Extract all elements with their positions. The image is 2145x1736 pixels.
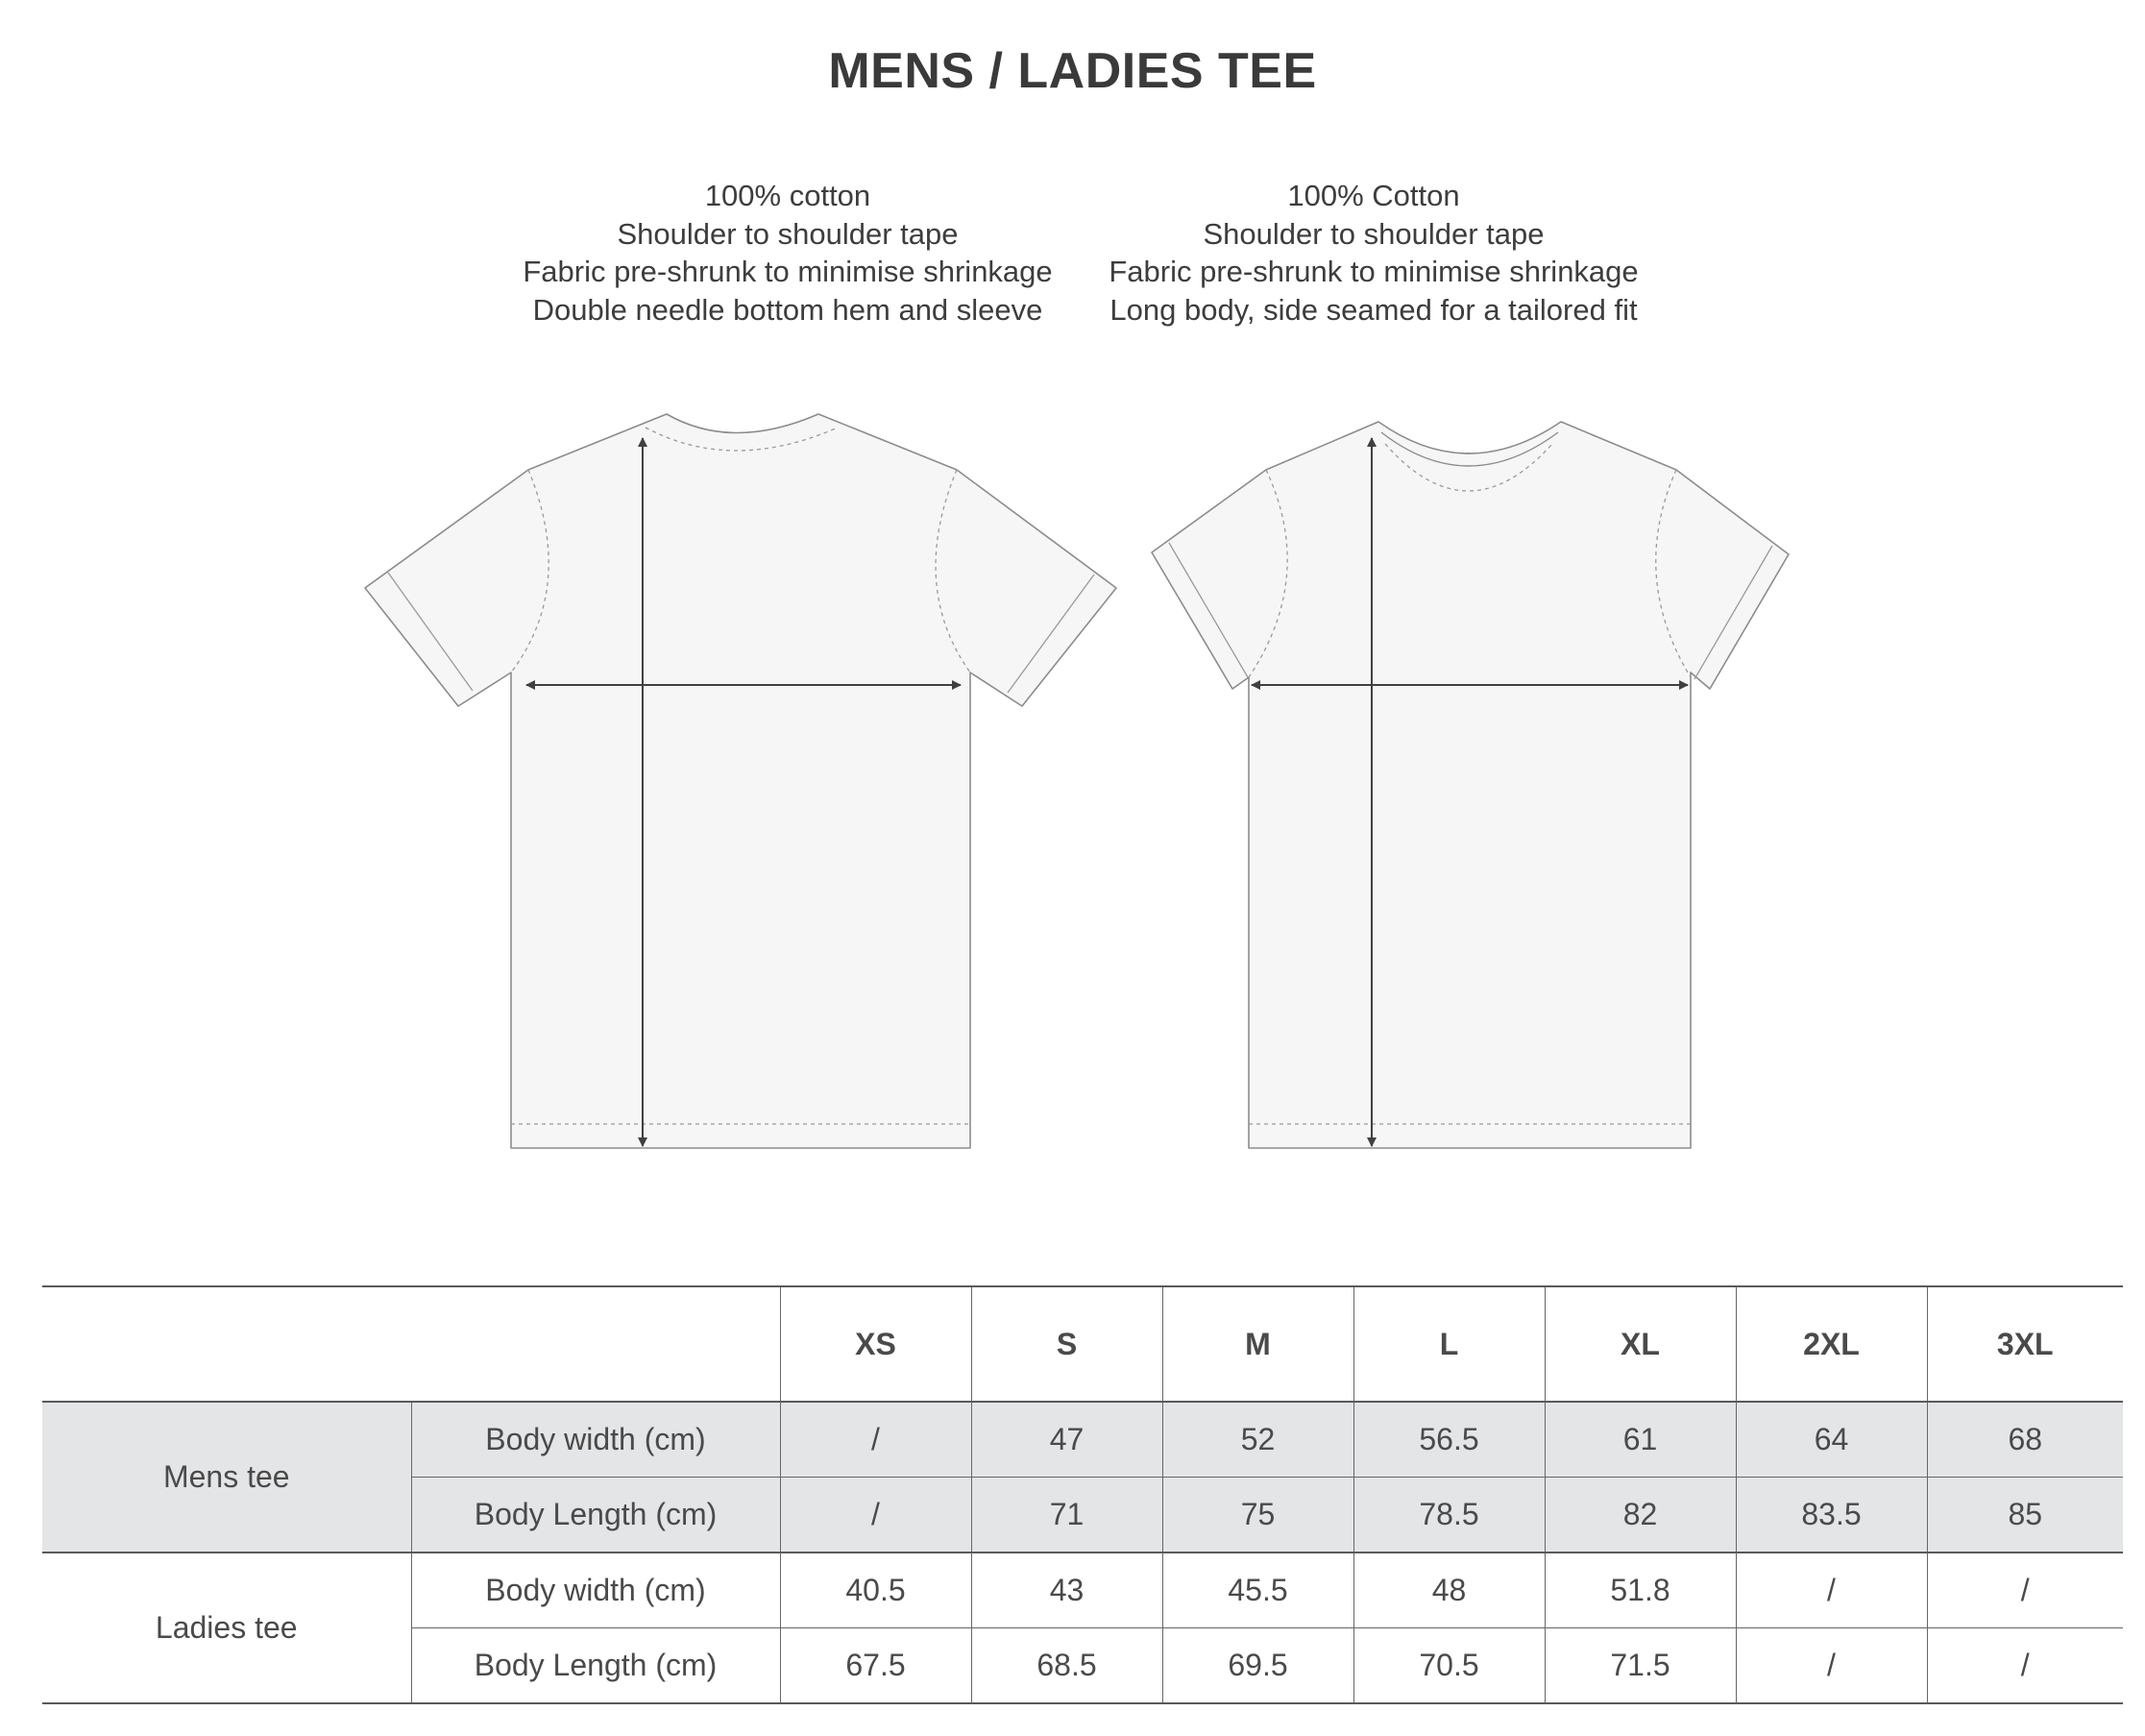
table-cell: 68.5 <box>971 1628 1162 1704</box>
table-cell: / <box>780 1402 971 1478</box>
measurement-label: Body Length (cm) <box>411 1628 780 1704</box>
size-header: XL <box>1545 1286 1736 1402</box>
table-cell: 82 <box>1545 1478 1736 1553</box>
table-cell: 75 <box>1162 1478 1353 1553</box>
table-cell: / <box>1927 1628 2123 1704</box>
table-cell: 48 <box>1353 1553 1545 1628</box>
table-cell: 71 <box>971 1478 1162 1553</box>
table-cell: 52 <box>1162 1402 1353 1478</box>
table-cell: 47 <box>971 1402 1162 1478</box>
size-header: M <box>1162 1286 1353 1402</box>
table-cell: 71.5 <box>1545 1628 1736 1704</box>
size-header: 3XL <box>1927 1286 2123 1402</box>
table-cell: 83.5 <box>1736 1478 1927 1553</box>
measurement-label: Body Length (cm) <box>411 1478 780 1553</box>
table-cell: 69.5 <box>1162 1628 1353 1704</box>
measurement-label: Body width (cm) <box>411 1553 780 1628</box>
group-label: Ladies tee <box>42 1553 411 1703</box>
table-row <box>42 1553 2123 1628</box>
feature-line: Shoulder to shoulder tape <box>617 216 959 251</box>
feature-line: Fabric pre-shrunk to minimise shrinkage <box>1109 255 1639 288</box>
size-header: L <box>1353 1286 1545 1402</box>
table-cell: 45.5 <box>1162 1553 1353 1628</box>
feature-line: Double needle bottom hem and sleeve <box>532 292 1043 327</box>
table-cell: / <box>1927 1553 2123 1628</box>
size-header: XS <box>780 1286 971 1402</box>
table-cell: 68 <box>1927 1402 2123 1478</box>
ladies-tshirt-icon <box>1152 422 1789 1148</box>
feature-line: Shoulder to shoulder tape <box>1203 216 1545 251</box>
table-cell: 85 <box>1927 1478 2123 1553</box>
feature-line: Long body, side seamed for a tailored fit <box>1109 292 1638 327</box>
table-cell: / <box>1736 1553 1927 1628</box>
feature-line: Fabric pre-shrunk to minimise shrinkage <box>523 255 1053 288</box>
table-cell: / <box>780 1478 971 1553</box>
table-cell: 51.8 <box>1545 1553 1736 1628</box>
table-cell: 43 <box>971 1553 1162 1628</box>
size-header: 2XL <box>1736 1286 1927 1402</box>
table-cell: 78.5 <box>1353 1478 1545 1553</box>
measurement-label: Body width (cm) <box>411 1402 780 1478</box>
table-cell: / <box>1736 1628 1927 1704</box>
size-header-row <box>42 1286 2123 1402</box>
table-row <box>42 1402 2123 1478</box>
table-cell: 56.5 <box>1353 1402 1545 1478</box>
size-header: S <box>971 1286 1162 1402</box>
table-cell: 64 <box>1736 1402 1927 1478</box>
table-cell: 40.5 <box>780 1553 971 1628</box>
page-title: MENS / LADIES TEE <box>828 43 1317 99</box>
header-blank <box>42 1286 780 1402</box>
table-cell: 67.5 <box>780 1628 971 1704</box>
feature-line: 100% cotton <box>704 179 871 212</box>
feature-line: 100% Cotton <box>1287 179 1460 212</box>
table-cell: 70.5 <box>1353 1628 1545 1704</box>
mens-tshirt-icon <box>365 414 1116 1148</box>
size-chart-table <box>42 1285 2123 1704</box>
table-cell: 61 <box>1545 1402 1736 1478</box>
group-label: Mens tee <box>42 1402 411 1553</box>
